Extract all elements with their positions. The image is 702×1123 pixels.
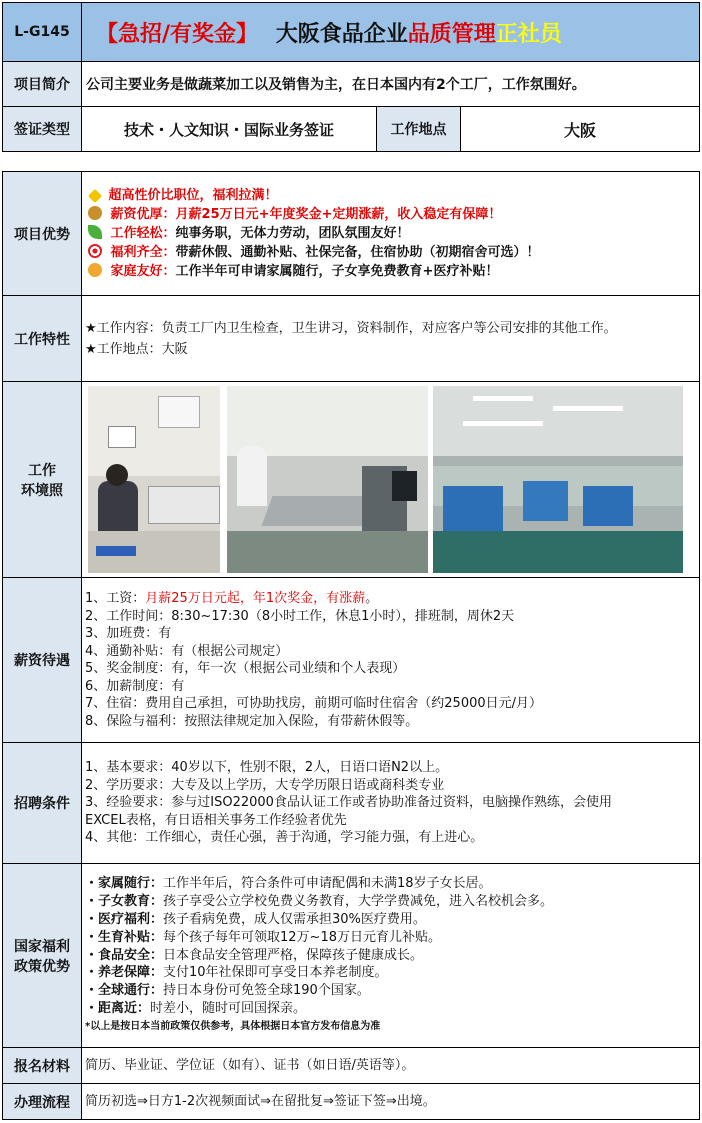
advantages-list [82, 172, 700, 296]
policy-item: ・全球通行：持日本身份可免签全球190个国家。 [85, 983, 370, 999]
requirement-line: 1、基本要求：40岁以下，性别不限，2人，日语口语N2以上。 [85, 760, 449, 776]
location-label: 工作地点 [377, 107, 461, 152]
features-text [82, 296, 700, 382]
company-name: 大阪食品企业 [275, 21, 408, 47]
location-value: 大阪 [461, 107, 700, 152]
salary-line: 5、奖金制度：有，年一次（根据公司业绩和个人表现） [85, 661, 406, 676]
policy-item: ・食品安全：日本食品安全管理严格，保障孩子健康成长。 [85, 947, 424, 963]
salary-details [82, 578, 700, 743]
detail-table [2, 171, 700, 1120]
family-icon [88, 263, 102, 277]
materials-label: 报名材料 [3, 1048, 82, 1084]
warehouse-photo [433, 386, 683, 573]
requirements-details [82, 743, 700, 864]
sparkles-icon [88, 189, 102, 203]
intro-text: 公司主要业务是做蔬菜加工以及销售为主，在日本国内有2个工厂，工作氛围好。 [82, 62, 700, 107]
advantage-item: 薪资优厚：月薪25万日元+年度奖金+定期涨薪，收入稳定有保障！ [88, 205, 693, 224]
leaf-icon [88, 225, 102, 239]
money-bag-icon [88, 206, 102, 220]
requirement-line: 4、其他：工作细心，责任心强，善于沟通，学习能力强，有上进心。 [85, 830, 484, 846]
policy-item: ・子女教育：孩子享受公立学校免费义务教育，大学学费减免，进入名校机会多。 [85, 894, 554, 910]
employment-type: 正社员 [495, 21, 562, 47]
policy-item: ・生育补贴：每个孩子每年可领取12万~18万日元育儿补贴。 [85, 929, 441, 945]
feature-line: ★工作地点：大阪 [85, 341, 188, 357]
salary-line: 8、保险与福利：按照法律规定加入保险，有带薪休假等。 [85, 713, 419, 729]
target-icon [88, 244, 102, 258]
advantage-item: 福利齐全：带薪休假、通勤补贴、社保完备，住宿协助（初期宿舍可选）！ [88, 243, 693, 262]
advantage-item: 家庭友好：工作半年可申请家属随行，子女享免费教育+医疗补贴！ [88, 262, 693, 281]
production-line-photo [227, 386, 428, 573]
environment-label: 工作 环境照 [3, 382, 82, 578]
policy-item: ・距离近：时差小，随时可回国探亲。 [85, 1000, 307, 1016]
policy-item: ・医疗福利：孩子看病免费，成人仅需承担30%医疗费用。 [85, 912, 426, 927]
advantage-item: 超高性价比职位，福利拉满！ [88, 186, 693, 205]
page-title [82, 3, 700, 62]
intro-label: 项目简介 [3, 62, 82, 107]
position-name: 品质管理 [407, 21, 496, 47]
salary-label: 薪资待遇 [3, 578, 82, 743]
policy-label: 国家福利 政策优势 [3, 864, 82, 1048]
policy-note: *以上是按日本当前政策仅供参考，具体根据日本官方发布信息为准 [85, 1020, 381, 1032]
requirement-line: EXCEL表格，有日语相关事务工作经验者优先 [85, 812, 347, 828]
salary-line: 7、住宿：费用自己承担，可协助找房，前期可临时住宿舍（约25000日元/月） [85, 696, 543, 711]
process-text: 简历初选⇒日方1-2次视频面试⇒在留批复⇒签证下签⇒出境。 [82, 1084, 700, 1120]
feature-line: ★工作内容：负责工厂内卫生检查，卫生讲习，资料制作，对应客户等公司安排的其他工作。 [85, 320, 617, 336]
project-code: L-G145 [3, 3, 82, 62]
salary-line: 3、加班费：有 [85, 626, 172, 641]
requirement-line: 2、学历要求：大专及以上学历，大专学历限日语或商科类专业 [85, 777, 445, 793]
salary-line: 2、工作时间：8:30~17:30（8小时工作，休息1小时），排班制，周休2天 [85, 608, 515, 624]
process-label: 办理流程 [3, 1084, 82, 1120]
features-label: 工作特性 [3, 296, 82, 382]
advantage-item: 工作轻松：纯事务职，无体力劳动，团队氛围友好！ [88, 224, 693, 243]
visa-type: 技术・人文知识・国际业务签证 [82, 107, 377, 152]
urgent-tag: 【急招/有奖金】 [96, 21, 259, 47]
salary-line: 1、工资：月薪25万日元起，年1次奖金，有涨薪。 [85, 591, 379, 606]
policy-item: ・家属随行：工作半年后，符合条件可申请配偶和未满18岁子女长居。 [85, 876, 492, 892]
requirements-label: 招聘条件 [3, 743, 82, 864]
advantages-label: 项目优势 [3, 172, 82, 296]
requirement-line: 3、经验要求：参与过ISO22000食品认证工作或者协助准备过资料，电脑操作熟练，会使用 [85, 795, 612, 811]
policy-item: ・养老保障：支付10年社保即可享受日本养老制度。 [85, 965, 388, 981]
environment-photos [82, 382, 700, 578]
salary-line: 4、通勤补贴：有（根据公司规定） [85, 643, 289, 659]
salary-line: 6、加薪制度：有 [85, 678, 185, 694]
office-photo [88, 386, 220, 573]
visa-label: 签证类型 [3, 107, 82, 152]
policy-details [82, 864, 700, 1048]
materials-text: 简历、毕业证、学位证（如有）、证书（如日语/英语等）。 [82, 1048, 700, 1084]
header-table [2, 2, 700, 152]
